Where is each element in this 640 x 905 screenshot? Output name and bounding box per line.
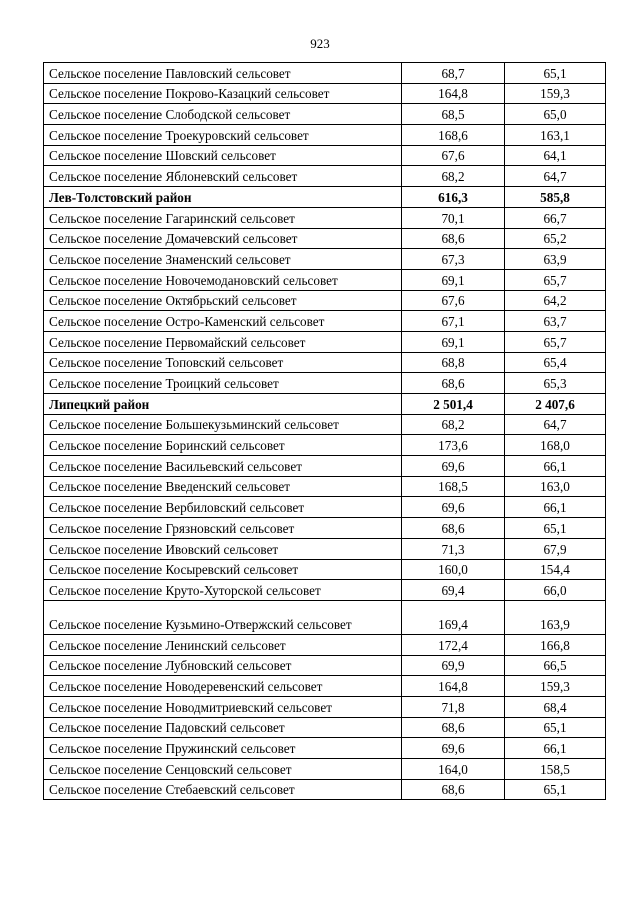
- value-2-cell: 65,0: [505, 104, 606, 125]
- settlement-name-cell: Сельское поселение Кузьмино-Отвержский сельсовет: [44, 600, 402, 634]
- value-1-cell: 68,6: [402, 373, 505, 394]
- table-row: [44, 634, 606, 655]
- settlement-name-cell: Сельское поселение Троицкий сельсовет: [44, 373, 402, 394]
- value-1-cell: 164,8: [402, 676, 505, 697]
- value-2-cell: 66,1: [505, 497, 606, 518]
- table-row: [44, 779, 606, 800]
- table-row: [44, 311, 606, 332]
- value-2-cell: 64,1: [505, 145, 606, 166]
- value-2-cell: 163,0: [505, 476, 606, 497]
- settlement-name-cell: Сельское поселение Большекузьминский сельсовет: [44, 414, 402, 435]
- value-2-cell: 65,2: [505, 228, 606, 249]
- table-row: [44, 269, 606, 290]
- table-row: [44, 435, 606, 456]
- table-row: [44, 414, 606, 435]
- value-2-cell: 66,7: [505, 207, 606, 228]
- value-1-cell: 173,6: [402, 435, 505, 456]
- value-2-cell: 66,5: [505, 655, 606, 676]
- settlement-name-cell: Сельское поселение Покрово-Казацкий сельсовет: [44, 83, 402, 104]
- settlement-name-cell: Сельское поселение Стебаевский сельсовет: [44, 779, 402, 800]
- value-2-cell: 68,4: [505, 696, 606, 717]
- table-row: [44, 476, 606, 497]
- value-1-cell: 68,6: [402, 228, 505, 249]
- table-row: [44, 331, 606, 352]
- settlement-name-cell: Сельское поселение Первомайский сельсовет: [44, 331, 402, 352]
- table-row: [44, 538, 606, 559]
- value-2-cell: 66,0: [505, 580, 606, 601]
- settlement-name-cell: Сельское поселение Гагаринский сельсовет: [44, 207, 402, 228]
- table-row: [44, 125, 606, 146]
- value-1-cell: 69,1: [402, 269, 505, 290]
- value-1-cell: 69,6: [402, 456, 505, 477]
- settlement-name-cell: Сельское поселение Грязновский сельсовет: [44, 518, 402, 539]
- value-1-cell: 68,2: [402, 414, 505, 435]
- value-2-cell: 66,1: [505, 456, 606, 477]
- value-2-cell: 65,7: [505, 331, 606, 352]
- value-1-cell: 69,9: [402, 655, 505, 676]
- data-table: [43, 62, 606, 800]
- table-row: [44, 696, 606, 717]
- value-2-cell: 65,1: [505, 779, 606, 800]
- settlement-name-cell: Сельское поселение Слободской сельсовет: [44, 104, 402, 125]
- settlement-name-cell: Сельское поселение Топовский сельсовет: [44, 352, 402, 373]
- value-2-cell: 168,0: [505, 435, 606, 456]
- value-1-cell: 68,6: [402, 717, 505, 738]
- value-2-cell: 64,7: [505, 166, 606, 187]
- value-1-cell: 68,6: [402, 779, 505, 800]
- value-2-cell: 585,8: [505, 187, 606, 208]
- value-1-cell: 164,0: [402, 759, 505, 780]
- value-2-cell: 154,4: [505, 559, 606, 580]
- settlement-name-cell: Сельское поселение Ленинский сельсовет: [44, 634, 402, 655]
- page-number: 923: [310, 36, 330, 51]
- table-row: [44, 104, 606, 125]
- value-2-cell: 64,2: [505, 290, 606, 311]
- table-row: [44, 83, 606, 104]
- value-1-cell: 69,6: [402, 738, 505, 759]
- value-1-cell: 68,5: [402, 104, 505, 125]
- settlement-name-cell: Сельское поселение Павловский сельсовет: [44, 63, 402, 84]
- value-2-cell: 159,3: [505, 676, 606, 697]
- value-1-cell: 168,5: [402, 476, 505, 497]
- settlement-name-cell: Сельское поселение Косыревский сельсовет: [44, 559, 402, 580]
- settlement-name-cell: Липецкий район: [44, 394, 402, 415]
- value-1-cell: 67,3: [402, 249, 505, 270]
- table-row: [44, 559, 606, 580]
- settlement-name-cell: Сельское поселение Васильевский сельсовет: [44, 456, 402, 477]
- settlement-name-cell: Сельское поселение Остро-Каменский сельсовет: [44, 311, 402, 332]
- table-row: [44, 518, 606, 539]
- table-row: [44, 373, 606, 394]
- settlement-name-cell: Сельское поселение Троекуровский сельсовет: [44, 125, 402, 146]
- settlement-name-cell: Сельское поселение Падовский сельсовет: [44, 717, 402, 738]
- value-1-cell: 67,1: [402, 311, 505, 332]
- value-2-cell: 63,9: [505, 249, 606, 270]
- value-2-cell: 63,7: [505, 311, 606, 332]
- value-1-cell: 164,8: [402, 83, 505, 104]
- value-1-cell: 71,8: [402, 696, 505, 717]
- settlement-name-cell: Сельское поселение Новодмитриевский сельсовет: [44, 696, 402, 717]
- table-row: [44, 759, 606, 780]
- value-1-cell: 2 501,4: [402, 394, 505, 415]
- settlement-name-cell: Сельское поселение Шовский сельсовет: [44, 145, 402, 166]
- table-row: [44, 456, 606, 477]
- settlement-name-cell: Сельское поселение Октябрьский сельсовет: [44, 290, 402, 311]
- settlement-name-cell: Сельское поселение Лубновский сельсовет: [44, 655, 402, 676]
- table-row: [44, 676, 606, 697]
- settlement-name-cell: Сельское поселение Боринский сельсовет: [44, 435, 402, 456]
- value-1-cell: 71,3: [402, 538, 505, 559]
- district-row: [44, 187, 606, 208]
- value-1-cell: 68,8: [402, 352, 505, 373]
- value-1-cell: 67,6: [402, 290, 505, 311]
- value-1-cell: 68,7: [402, 63, 505, 84]
- settlement-name-cell: Лев-Толстовский район: [44, 187, 402, 208]
- settlement-name-cell: Сельское поселение Домачевский сельсовет: [44, 228, 402, 249]
- value-1-cell: 68,6: [402, 518, 505, 539]
- settlement-name-cell: Сельское поселение Ивовский сельсовет: [44, 538, 402, 559]
- value-1-cell: 69,4: [402, 580, 505, 601]
- value-2-cell: 66,1: [505, 738, 606, 759]
- value-1-cell: 67,6: [402, 145, 505, 166]
- table-row: [44, 207, 606, 228]
- value-2-cell: 163,9: [505, 600, 606, 634]
- value-2-cell: 163,1: [505, 125, 606, 146]
- value-1-cell: 172,4: [402, 634, 505, 655]
- settlement-name-cell: Сельское поселение Знаменский сельсовет: [44, 249, 402, 270]
- value-1-cell: 169,4: [402, 600, 505, 634]
- value-2-cell: 67,9: [505, 538, 606, 559]
- value-1-cell: 616,3: [402, 187, 505, 208]
- table-row: [44, 655, 606, 676]
- settlement-name-cell: Сельское поселение Вербиловский сельсовет: [44, 497, 402, 518]
- value-2-cell: 65,4: [505, 352, 606, 373]
- value-2-cell: 159,3: [505, 83, 606, 104]
- value-1-cell: 69,6: [402, 497, 505, 518]
- table-row: [44, 600, 606, 634]
- settlement-name-cell: Сельское поселение Яблоневский сельсовет: [44, 166, 402, 187]
- settlement-name-cell: Сельское поселение Новодеревенский сельсовет: [44, 676, 402, 697]
- table-row: [44, 63, 606, 84]
- value-2-cell: 64,7: [505, 414, 606, 435]
- value-2-cell: 65,1: [505, 717, 606, 738]
- table-row: [44, 228, 606, 249]
- value-1-cell: 168,6: [402, 125, 505, 146]
- value-1-cell: 70,1: [402, 207, 505, 228]
- value-2-cell: 2 407,6: [505, 394, 606, 415]
- table-row: [44, 352, 606, 373]
- settlement-name-cell: Сельское поселение Новочемодановский сельсовет: [44, 269, 402, 290]
- value-2-cell: 65,1: [505, 518, 606, 539]
- table-row: [44, 497, 606, 518]
- table-row: [44, 580, 606, 601]
- settlement-name-cell: Сельское поселение Пружинский сельсовет: [44, 738, 402, 759]
- value-1-cell: 160,0: [402, 559, 505, 580]
- value-1-cell: 69,1: [402, 331, 505, 352]
- value-2-cell: 65,7: [505, 269, 606, 290]
- table-row: [44, 717, 606, 738]
- settlement-name-cell: Сельское поселение Введенский сельсовет: [44, 476, 402, 497]
- table-row: [44, 145, 606, 166]
- table-row: [44, 290, 606, 311]
- table-row: [44, 249, 606, 270]
- settlement-name-cell: Сельское поселение Сенцовский сельсовет: [44, 759, 402, 780]
- table-row: [44, 166, 606, 187]
- value-1-cell: 68,2: [402, 166, 505, 187]
- value-2-cell: 65,1: [505, 63, 606, 84]
- value-2-cell: 166,8: [505, 634, 606, 655]
- settlement-name-cell: Сельское поселение Круто-Хуторской сельсовет: [44, 580, 402, 601]
- table-body: [44, 63, 606, 800]
- value-2-cell: 158,5: [505, 759, 606, 780]
- table-row: [44, 738, 606, 759]
- value-2-cell: 65,3: [505, 373, 606, 394]
- district-row: [44, 394, 606, 415]
